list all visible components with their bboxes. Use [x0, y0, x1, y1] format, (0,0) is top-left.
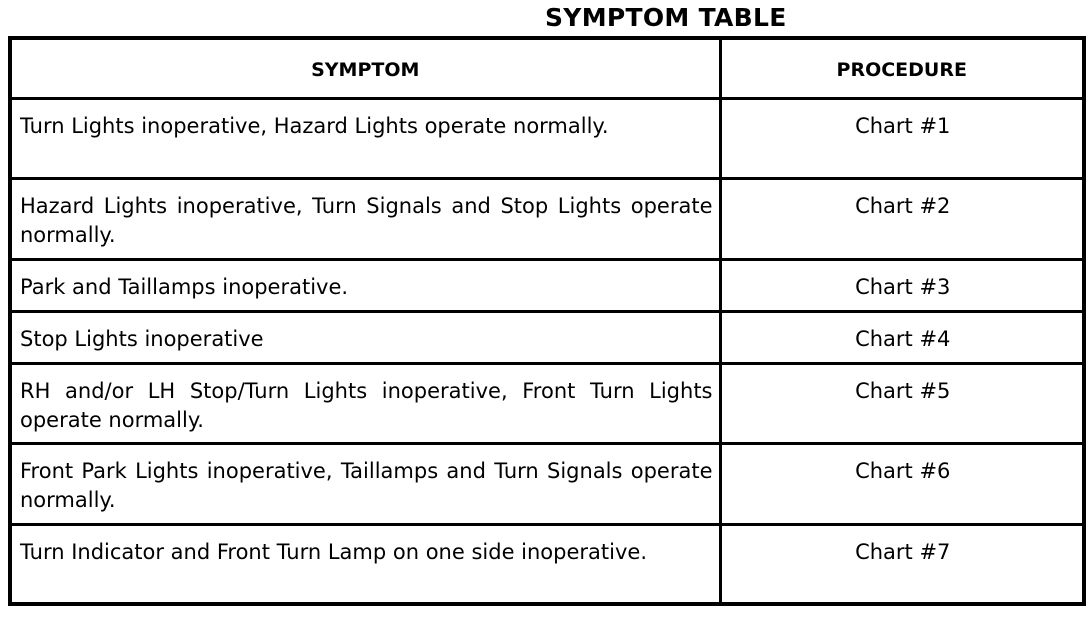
procedure-cell: Chart #1 — [720, 98, 1084, 178]
symptom-table — [8, 36, 1086, 606]
table-row — [10, 178, 1084, 259]
table-row — [10, 259, 1084, 311]
table-row — [10, 443, 1084, 524]
procedure-column-header: PROCEDURE — [720, 38, 1084, 98]
table-row — [10, 524, 1084, 604]
symptom-cell: Turn Lights inoperative, Hazard Lights operate normally. — [10, 98, 720, 178]
table-row — [10, 98, 1084, 178]
procedure-cell: Chart #6 — [720, 443, 1084, 524]
procedure-cell: Chart #2 — [720, 178, 1084, 259]
table-title: SYMPTOM TABLE — [545, 3, 787, 32]
table-row — [10, 311, 1084, 363]
symptom-cell: Park and Taillamps inoperative. — [10, 259, 720, 311]
symptom-cell: Turn Indicator and Front Turn Lamp on one side inoperative. — [10, 524, 720, 604]
symptom-cell: Hazard Lights inoperative, Turn Signals and Stop Lights operate normally. — [10, 178, 720, 259]
symptom-column-header: SYMPTOM — [10, 38, 720, 98]
symptom-cell: Stop Lights inoperative — [10, 311, 720, 363]
symptom-cell: RH and/or LH Stop/Turn Lights inoperative, Front Turn Lights operate normally. — [10, 363, 720, 443]
procedure-cell: Chart #5 — [720, 363, 1084, 443]
symptom-cell: Front Park Lights inoperative, Taillamps and Turn Signals operate normally. — [10, 443, 720, 524]
table-row — [10, 363, 1084, 443]
procedure-cell: Chart #7 — [720, 524, 1084, 604]
header-row — [10, 38, 1084, 98]
procedure-cell: Chart #3 — [720, 259, 1084, 311]
procedure-cell: Chart #4 — [720, 311, 1084, 363]
